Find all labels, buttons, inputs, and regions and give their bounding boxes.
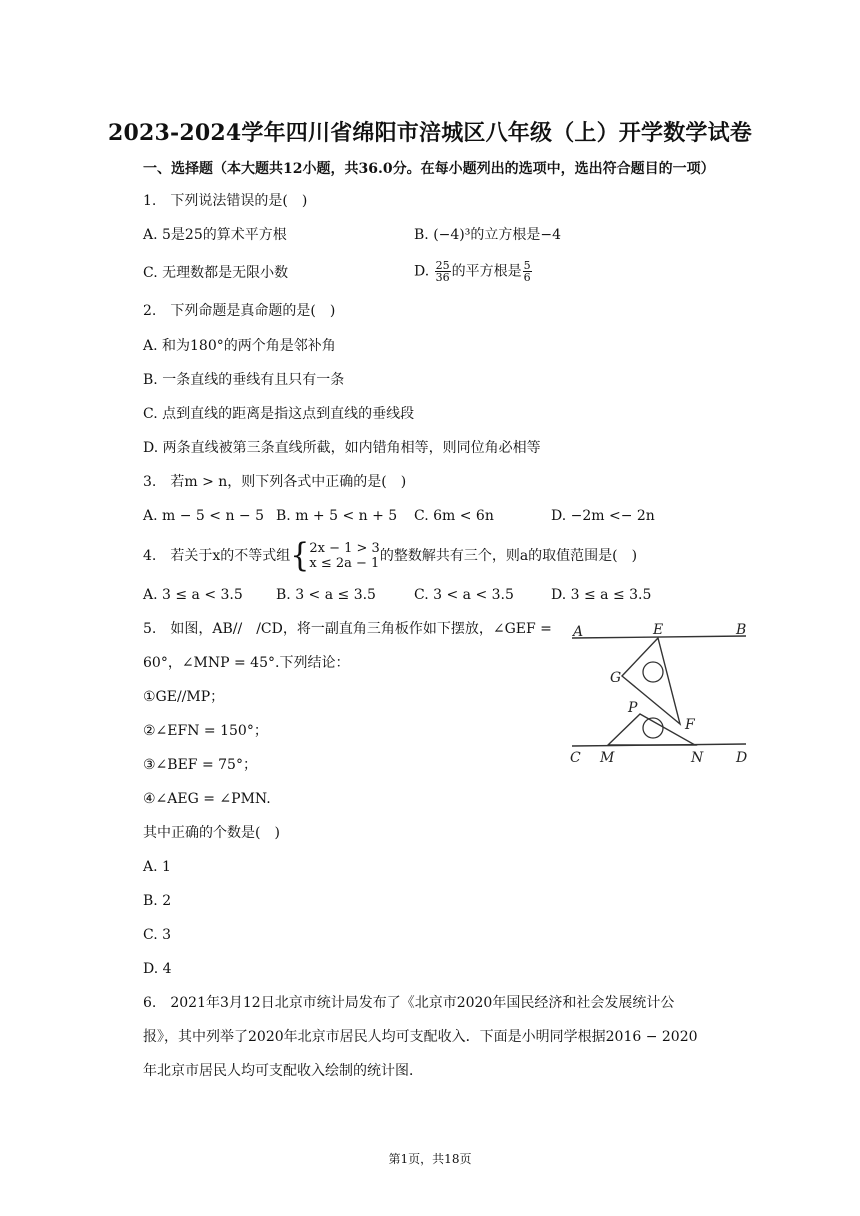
q3-option-a: A. m − 5 < n − 5 [143,508,265,524]
q2-option-c: C. 点到直线的距离是指这点到直线的垂线段 [143,406,415,422]
fraction-25-36 [435,260,451,283]
q5-option-d: D. 4 [143,961,172,977]
q1-option-d-text: 的平方根是 [451,263,522,280]
q6-line3: 年北京市居民人均可支配收入绘制的统计图． [143,1063,423,1079]
q4-stem-post: 的整数解共有三个，则a的取值范围是( ) [379,548,638,564]
q1-option-a: A. 5是25的算术平方根 [143,227,287,243]
label-n: N [691,750,704,766]
label-a: A [573,624,584,640]
fraction-denominator: 36 [435,271,450,284]
q4-stem [143,538,637,574]
q1-option-b: B. (−4)³的立方根是−4 [414,227,561,243]
q5-option-c: C. 3 [143,927,172,943]
q5-option-b: B. 2 [143,893,172,909]
q1-option-c: C. 无理数都是无限小数 [143,265,289,281]
q4-option-a: A. 3 ≤ a < 3.5 [143,587,243,603]
fraction-numerator: 5 [523,259,531,272]
label-b: B [736,622,747,638]
q3-option-d: D. −2m <− 2n [551,508,655,524]
q5-conclusion-4: ④∠AEG = ∠PMN. [143,791,271,807]
q4-option-b: B. 3 < a ≤ 3.5 [276,587,376,603]
q1-stem: 1. 下列说法错误的是( ) [143,193,308,209]
q2-stem: 2. 下列命题是真命题的是( ) [143,303,336,319]
label-p: P [628,700,638,716]
q4-option-d: D. 3 ≤ a ≤ 3.5 [551,587,652,603]
fraction-numerator: 25 [435,259,450,272]
label-f: F [685,717,695,733]
page-footer: 第1页，共18页 [388,1152,472,1166]
fraction-5-6 [523,260,532,283]
q3-option-b: B. m + 5 < n + 5 [276,508,398,524]
q5-conclusion-2: ②∠EFN = 150°； [143,723,268,739]
q5-option-a: A. 1 [143,859,171,875]
page-title: 2023-2024学年四川省绵阳市涪城区八年级（上）开学数学试卷 [108,120,752,146]
triangle-hole-circle [643,662,663,682]
q3-option-c: C. 6m < 6n [414,508,494,524]
fraction-denominator: 6 [523,271,531,284]
label-d: D [736,750,748,766]
label-c: C [570,750,581,766]
q1-option-d-prefix: D. [414,263,434,280]
q5-conclusion-3: ③∠BEF = 75°； [143,757,257,773]
q2-option-b: B. 一条直线的垂线有且只有一条 [143,372,345,388]
inequality-2: x ≤ 2a − 1 [309,556,380,571]
label-e: E [653,622,664,638]
geometry-figure [560,616,760,772]
q5-question: 其中正确的个数是( ) [143,825,280,841]
q5-stem-line1: 5. 如图，AB// /CD，将一副直角三角板作如下摆放，∠GEF = [143,621,552,637]
q4-stem-pre: 4. 若关于x的不等式组 [143,548,291,564]
q6-line2: 报》，其中列举了2020年北京市居民人均可支配收入．下面是小明同学根据2016 − 2020 [143,1029,698,1045]
label-g: G [610,670,622,686]
brace-symbol: { [290,536,310,575]
inequality-1: 2x − 1 > 3 [309,541,380,556]
q2-option-d: D. 两条直线被第三条直线所截，如内错角相等，则同位角必相等 [143,440,541,456]
q4-option-c: C. 3 < a < 3.5 [414,587,514,603]
q5-stem-line2: 60°，∠MNP = 45°.下列结论： [143,655,350,671]
q6-line1: 6. 2021年3月12日北京市统计局发布了《北京市2020年国民经济和社会发展统计公 [143,995,675,1011]
q2-option-a: A. 和为180°的两个角是邻补角 [143,338,336,354]
inequality-system [309,541,379,571]
q3-stem: 3. 若m > n，则下列各式中正确的是( ) [143,474,407,490]
q1-option-d [414,260,533,283]
section-heading: 一、选择题（本大题共12小题，共36.0分。在每小题列出的选项中，选出符合题目的一项） [143,161,715,177]
label-m: M [600,750,615,766]
q5-conclusion-1: ①GE//MP； [143,689,225,705]
